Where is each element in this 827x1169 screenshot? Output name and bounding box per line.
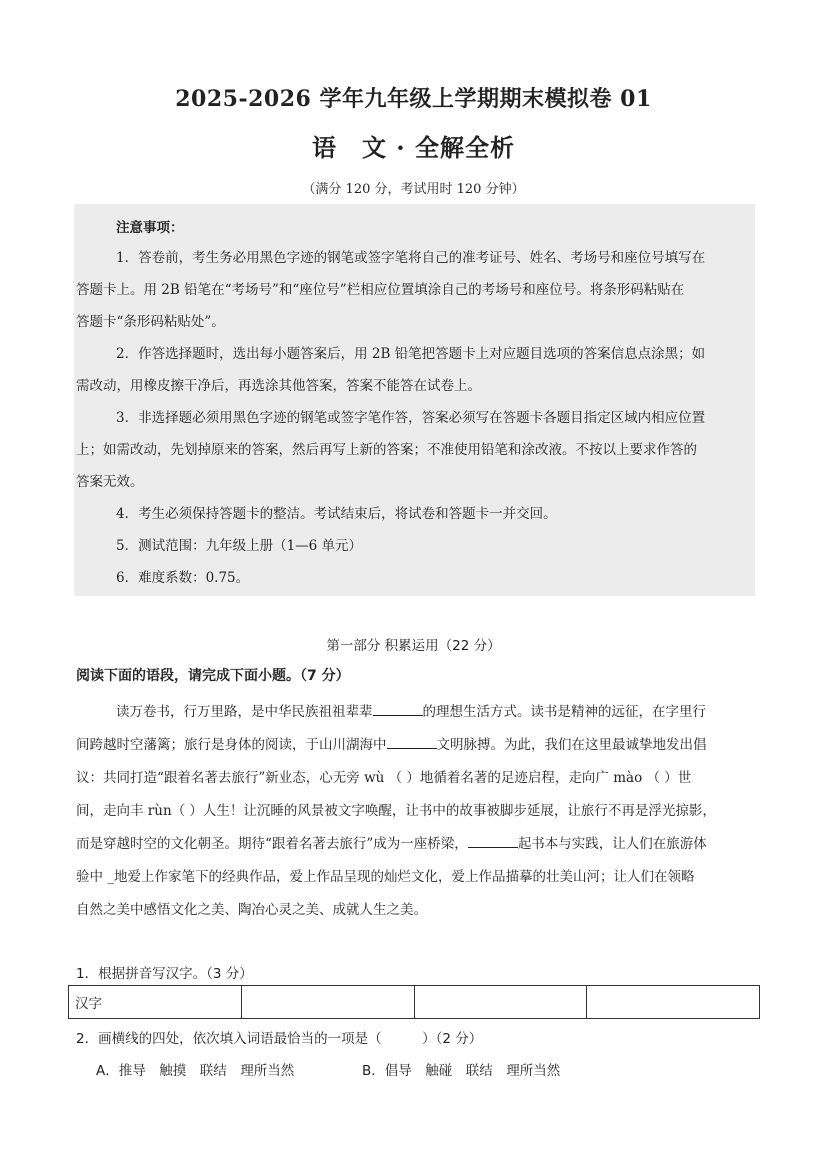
- passage-text: 读万卷书，行万里路，是中华民族祖祖辈辈: [116, 704, 373, 720]
- notice-heading: 注意事项：: [116, 220, 184, 236]
- passage-text: 间，走向丰 rùn（ ）人生！让沉睡的风景被文字唤醒，让书中的故事被脚步延展，让旅行不再是浮光掠影，: [76, 803, 716, 819]
- passage-text: 的理想生活方式。读书是精神的远征，在字里行: [422, 704, 706, 720]
- notice-box: [74, 204, 755, 596]
- notice-line: 3．非选择题必须用黑色字迹的钢笔或签字笔作答，答案必须写在答题卡各题目指定区域内相应位置: [116, 410, 706, 426]
- fill-blank: [387, 734, 437, 749]
- answer-cell[interactable]: [241, 986, 414, 1019]
- notice-line: 答案无效。: [76, 474, 144, 490]
- passage-text: 间跨越时空藩篱；旅行是身体的阅读，于山川湖海中: [76, 737, 387, 753]
- notice-line: 答题卡上。用 2B 铅笔在“考场号”和“座位号”栏相应位置填涂自己的考场号和座位号。将条形码粘贴在: [76, 282, 685, 298]
- notice-line: 上；如需改动，先划掉原来的答案，然后再写上新的答案；不准使用铅笔和涂改液。不按以上要求作答的: [76, 442, 697, 458]
- notice-line: 5．测试范围：九年级上册（1—6 单元）: [116, 538, 363, 554]
- question-2: 2．画横线的四处，依次填入词语最恰当的一项是（ ）（2 分）: [76, 1031, 483, 1047]
- part-one-heading: 第一部分 积累运用（22 分）: [326, 638, 501, 654]
- table-label-cell: 汉字: [69, 986, 242, 1019]
- passage-text: 而是穿越时空的文化朝圣。期待“跟着名著去旅行”成为一座桥梁，: [76, 836, 468, 852]
- passage-text: 验中 _地爱上作家笔下的经典作品，爱上作品呈现的灿烂文化，爱上作品描摹的壮美山河；让人们在领略: [76, 869, 695, 885]
- option-b[interactable]: B．倡导 触碰 联结 理所当然: [362, 1063, 561, 1079]
- score-time-note: （满分 120 分，考试用时 120 分钟）: [302, 182, 525, 197]
- fill-blank: [373, 701, 423, 716]
- notice-line: 答题卡“条形码粘贴处”。: [76, 314, 225, 330]
- option-a[interactable]: A．推导 触摸 联结 理所当然: [96, 1063, 295, 1079]
- passage-line: [76, 865, 695, 885]
- fill-blank: [468, 833, 518, 848]
- question-1: 1．根据拼音写汉字。（3 分）: [76, 966, 253, 982]
- passage-line: [76, 766, 691, 786]
- hanzi-answer-table: [68, 985, 760, 1019]
- notice-line: 6．难度系数：0.75。: [116, 570, 250, 586]
- passage-line: [76, 799, 716, 819]
- reading-instruction: 阅读下面的语段，请完成下面小题。（7 分）: [76, 668, 350, 684]
- notice-line: 需改动，用橡皮擦干净后，再选涂其他答案，答案不能答在试卷上。: [76, 378, 481, 394]
- passage-text: 文明脉搏。为此，我们在这里最诚挚地发出倡: [436, 737, 707, 753]
- answer-cell[interactable]: [414, 986, 587, 1019]
- passage-line: [116, 700, 706, 720]
- notice-line: 1．答卷前，考生务必用黑色字迹的钢笔或签字笔将自己的准考证号、姓名、考场号和座位号填写在: [116, 250, 706, 266]
- exam-title: 2025-2026 学年九年级上学期期末模拟卷 01: [175, 86, 652, 112]
- passage-line: [76, 832, 707, 852]
- passage-line: [76, 733, 707, 753]
- passage-line: [76, 898, 427, 918]
- passage-text: 自然之美中感悟文化之美、陶冶心灵之美、成就人生之美。: [76, 902, 427, 918]
- exam-subtitle: 语 文 · 全解全析: [311, 133, 516, 162]
- passage-text: 起书本与实践，让人们在旅游体: [517, 836, 707, 852]
- notice-line: 2．作答选择题时，选出每小题答案后，用 2B 铅笔把答题卡上对应题目选项的答案信息点涂黑；如: [116, 346, 706, 362]
- notice-line: 4．考生必须保持答题卡的整洁。考试结束后，将试卷和答题卡一并交回。: [116, 506, 557, 522]
- passage-text: 议：共同打造“跟着名著去旅行”新业态，心无旁 wù （ ）地循着名著的足迹启程，走向广 mào （ ）世: [76, 770, 692, 786]
- answer-cell[interactable]: [587, 986, 760, 1019]
